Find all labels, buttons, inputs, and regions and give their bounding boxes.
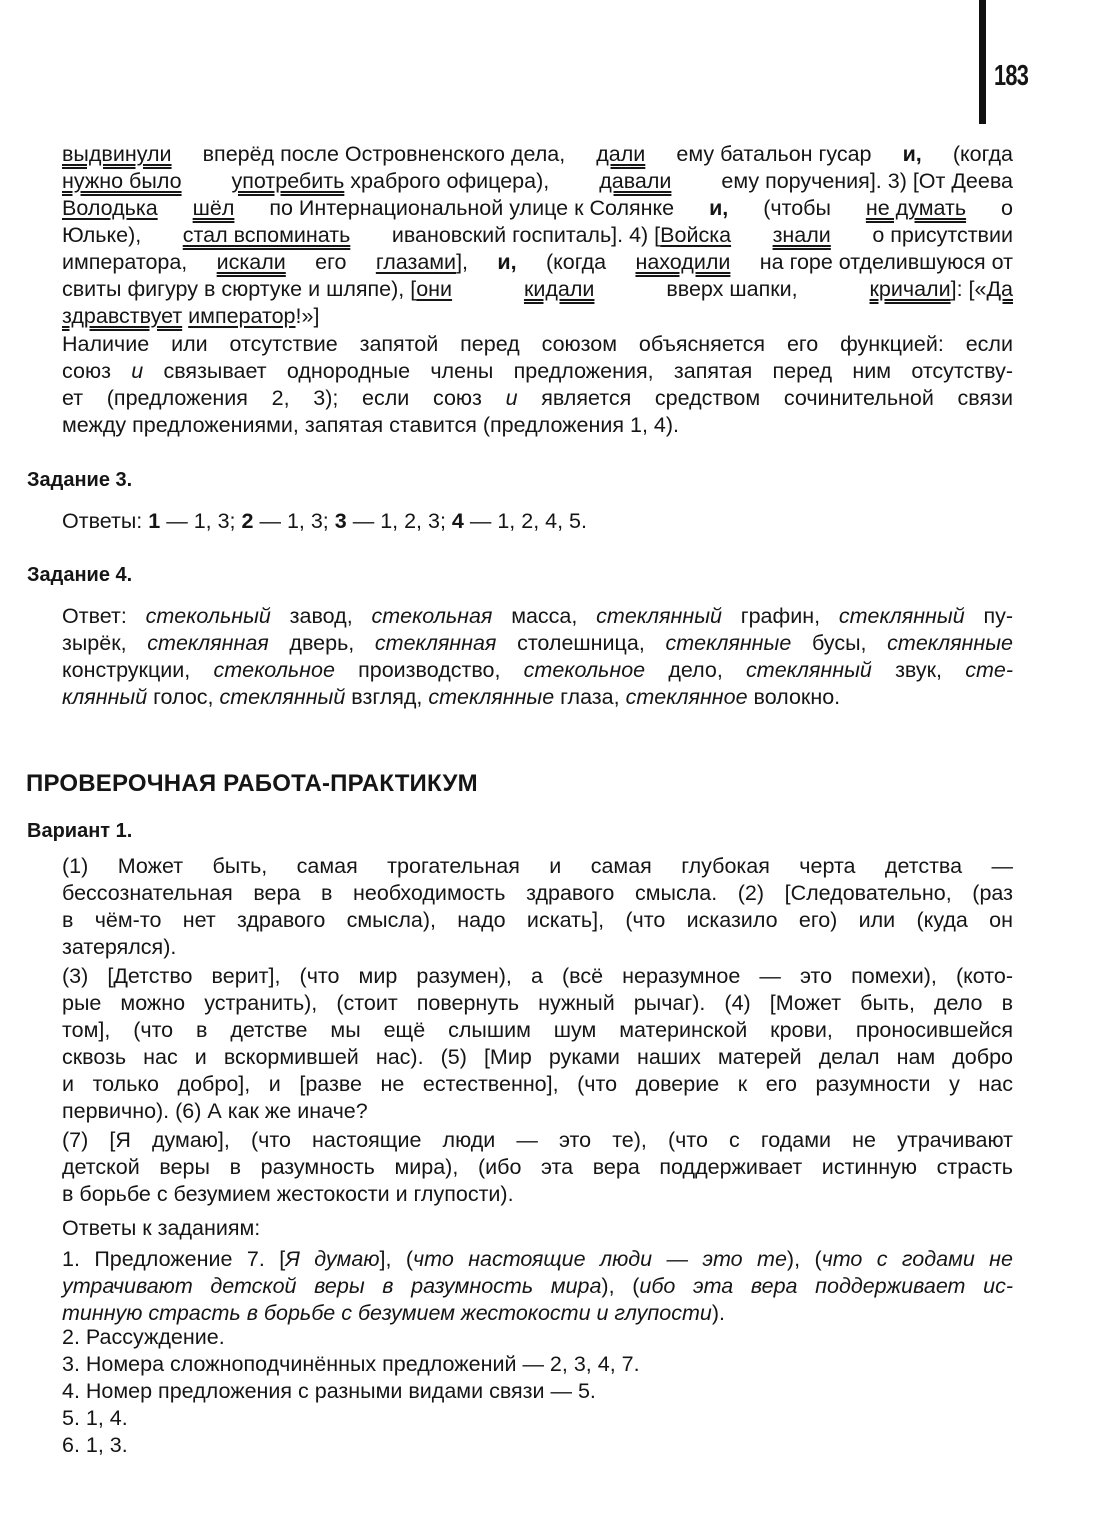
text-line: том], (что в детстве мы ещё слышим шум материнской крови, проносившейся	[62, 1018, 1013, 1042]
text-line: свиты фигуру в сюртуке и шляпе), [они кидали вверх шапки, кричали]: [«Да	[62, 277, 1013, 301]
text-segment: пу-	[964, 604, 1013, 628]
text-line: в чём-то нет здравого смысла), надо искать], (что исказило его) или (куда он	[62, 908, 1013, 932]
italic-segment: стеклянное	[625, 685, 748, 709]
task4-heading: Задание 4.	[27, 564, 133, 586]
predicate: стал вспоминать	[182, 223, 351, 247]
text-segment: ), (	[601, 1274, 640, 1298]
text-line: (3) [Детство верит], (что мир разумен), а (всё неразумное — это помехи), (кото-	[62, 964, 1013, 988]
italic-segment: стеклянная	[147, 631, 269, 655]
text-segment: 1. Предложение 7. [	[62, 1247, 286, 1271]
italic-segment: стеклянный	[596, 604, 722, 628]
italic-segment: стеклянные	[665, 631, 792, 655]
text-segment: графин,	[721, 604, 839, 628]
text-line: в борьбе с безумием жестокости и глупости).	[62, 1182, 514, 1206]
task4-line	[62, 630, 1013, 657]
task3-heading: Задание 3.	[27, 469, 133, 491]
text-segment: конструкции,	[62, 658, 214, 682]
text-segment: голос,	[147, 685, 220, 709]
section-title: ПРОВЕРОЧНАЯ РАБОТА-ПРАКТИКУМ	[26, 770, 478, 797]
answer-line: 2. Рассуждение.	[62, 1325, 225, 1349]
predicate: не думать	[865, 196, 967, 220]
text-line: (7) [Я думаю], (что настоящие люди — это те), (что с годами не утрачивают	[62, 1128, 1013, 1152]
text-segment: взгляд,	[345, 685, 429, 709]
italic-segment: Я думаю	[285, 1247, 380, 1271]
task4-line	[62, 684, 1013, 711]
text-line: между предложениями, запятая ставится (предложения 1, 4).	[62, 413, 680, 437]
italic-segment: стеклянные	[428, 685, 555, 709]
task4-line	[62, 603, 1013, 630]
italic-segment: стекольное	[213, 658, 335, 682]
text-line: здравствует император!»]	[62, 304, 320, 328]
subject: Войска	[660, 223, 732, 247]
task4-line	[62, 657, 1013, 684]
text-line: детской веры в разумность мира), (ибо эта вера поддерживает истинную страсть	[62, 1155, 1013, 1179]
text-segment: звук,	[871, 658, 966, 682]
answer-line: 5. 1, 4.	[62, 1406, 128, 1430]
text-segment: волокно.	[747, 685, 841, 709]
italic-segment: ибо эта вера поддерживает ис-	[639, 1274, 1013, 1298]
predicate: кидали	[523, 277, 595, 301]
predicate: шёл	[192, 196, 235, 220]
text-line: рые можно устранить), (стоит повернуть нужный рычаг). (4) [Может быть, дело в	[62, 991, 1013, 1015]
answer-line	[62, 1273, 1013, 1300]
text-line: императора, искали его глазами], и, (когда находили на горе отделившуюся от	[62, 250, 1013, 274]
variant-heading: Вариант 1.	[27, 820, 133, 842]
italic-segment: сте-	[965, 658, 1013, 682]
text-segment: дверь,	[268, 631, 375, 655]
answer-line: 6. 1, 3.	[62, 1433, 128, 1457]
text-line: Юльке), стал вспоминать ивановский госпиталь]. 4) [Войска знали о присутствии	[62, 223, 1013, 247]
italic-segment: утрачивают детской веры в разумность мира	[62, 1274, 602, 1298]
text-line: Наличие или отсутствие запятой перед союзом объясняется его функцией: если	[62, 332, 1013, 356]
predicate: дали	[596, 142, 646, 166]
text-segment: столешница,	[496, 631, 666, 655]
text-segment: бусы,	[791, 631, 888, 655]
predicate: кричали	[869, 277, 951, 301]
italic-segment: что настоящие люди — это те	[413, 1247, 787, 1271]
answer-line	[62, 1300, 1013, 1327]
subject: император	[188, 304, 296, 328]
italic-segment: что с годами не	[821, 1247, 1013, 1271]
predicate: употребить	[231, 169, 345, 193]
text-line: нужно было употребить храброго офицера), давали ему поручения]. 3) [От Деева	[62, 169, 1013, 193]
italic-segment: стеклянный	[219, 685, 346, 709]
subject: Володька	[62, 196, 158, 220]
text-segment: ), (	[786, 1247, 822, 1271]
answer-line: 4. Номер предложения с разными видами связи — 5.	[62, 1379, 596, 1403]
italic-segment: клянный	[62, 685, 148, 709]
page-edge-bar	[979, 0, 986, 124]
italic-segment: стекольный	[145, 604, 271, 628]
italic-segment: стекольное	[523, 658, 646, 682]
text-line: и только добро], и [разве не естественно], (что доверие к его разумности у нас	[62, 1072, 1013, 1096]
text-segment: ).	[711, 1301, 725, 1325]
text-line: первично). (6) А как же иначе?	[62, 1099, 368, 1123]
predicate: знали	[772, 223, 831, 247]
predicate: выдвинули	[62, 142, 172, 166]
subject: они	[416, 277, 453, 301]
predicate: искали	[216, 250, 286, 274]
text-segment: дело,	[645, 658, 747, 682]
text-line: бессознательная вера в необходимость здравого смысла. (2) [Следовательно, (раз	[62, 881, 1013, 905]
text-line: Володька шёл по Интернациональной улице к Солянке и, (чтобы не думать о	[62, 196, 1013, 220]
answer-line	[62, 1246, 1013, 1273]
text-line: затерялся).	[62, 935, 177, 959]
text-segment: ], (	[379, 1247, 414, 1271]
predicate: нужно было	[62, 169, 182, 193]
italic-segment: тинную страсть в борьбе с безумием жестокости и глупости	[62, 1301, 712, 1325]
text-segment: масса,	[492, 604, 597, 628]
text-segment: зырёк,	[62, 631, 148, 655]
text-segment: Ответ:	[62, 604, 146, 628]
text-line: союз и связывает однородные члены предложения, запятая перед ним отсутству-	[62, 359, 1013, 383]
italic-segment: стеклянная	[374, 631, 497, 655]
italic-segment: стекольная	[371, 604, 493, 628]
predicate: давали	[599, 169, 672, 193]
italic-segment: стеклянные	[887, 631, 1013, 655]
task3-answers: Ответы: 1 — 1, 3; 2 — 1, 3; 3 — 1, 2, 3; 4 — 1, 2, 4, 5.	[62, 509, 587, 533]
answer-line: 3. Номера сложноподчинённых предложений — 2, 3, 4, 7.	[62, 1352, 640, 1376]
text-line: сквозь нас и вскормившей нас). (5) [Мир руками наших матерей делал нам добро	[62, 1045, 1013, 1069]
answers-heading: Ответы к заданиям:	[62, 1216, 261, 1240]
text-line: (1) Может быть, самая трогательная и самая глубокая черта детства —	[62, 854, 1013, 878]
text-line: выдвинули вперёд после Островненского дела, дали ему батальон гусар и, (когда	[62, 142, 1013, 166]
text-segment: производство,	[334, 658, 524, 682]
italic-segment: стеклянный	[838, 604, 965, 628]
page-number: 183	[994, 60, 1029, 92]
text-segment: завод,	[270, 604, 372, 628]
predicate: находили	[635, 250, 731, 274]
text-segment: глаза,	[554, 685, 626, 709]
italic-segment: стеклянный	[746, 658, 872, 682]
text-line: ет (предложения 2, 3); если союз и является средством сочинительной связи	[62, 386, 1013, 410]
